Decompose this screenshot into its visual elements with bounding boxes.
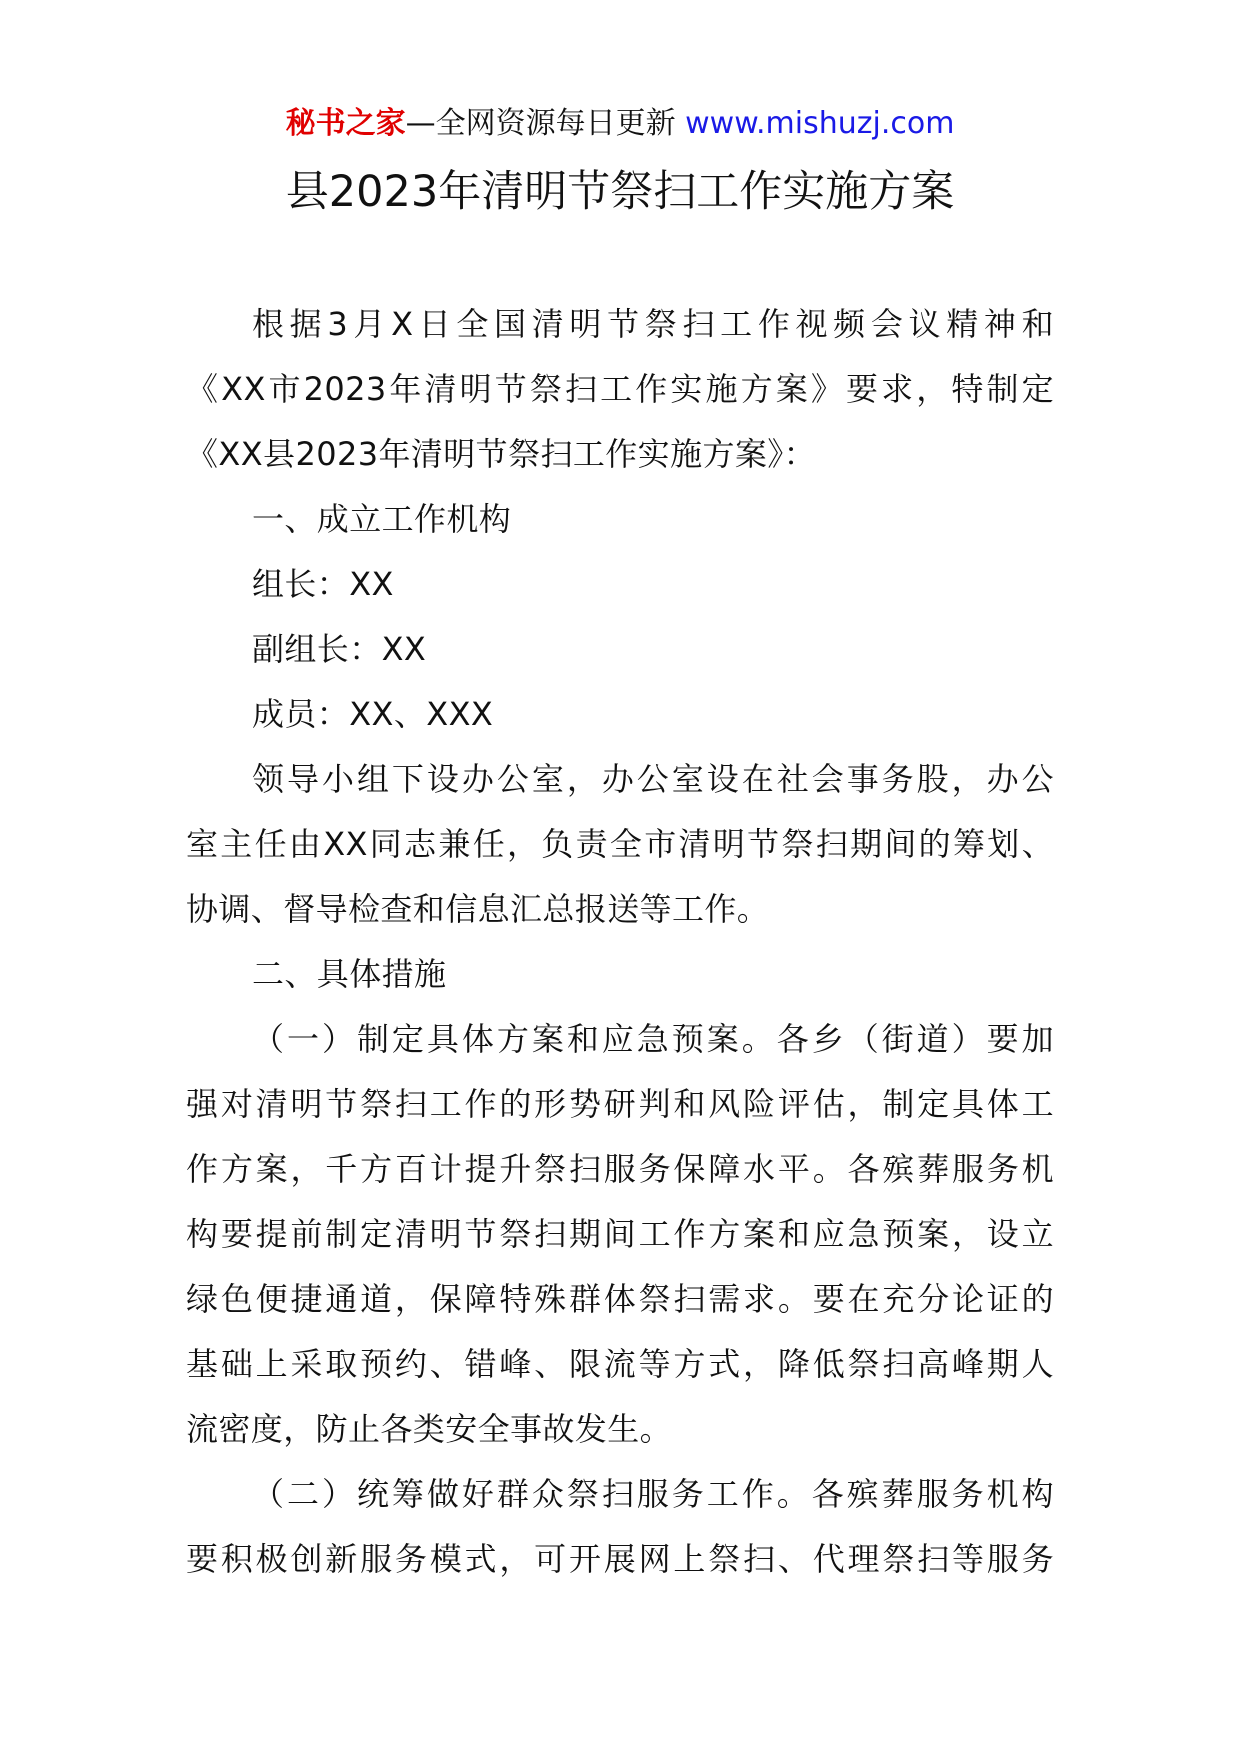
paragraph-line: 成员：XX、XXX — [252, 695, 494, 733]
site-tagline: —全网资源每日更新 — [405, 106, 676, 141]
paragraph-line: 作方案，千方百计提升祭扫服务保障水平。各殡葬服务机 — [186, 1150, 1054, 1188]
paragraph-line: 室主任由XX同志兼任，负责全市清明节祭扫期间的筹划、 — [186, 825, 1054, 863]
paragraph-line: 基础上采取预约、错峰、限流等方式，降低祭扫高峰期人 — [186, 1345, 1054, 1383]
paragraph-line: 领导小组下设办公室，办公室设在社会事务股，办公 — [252, 760, 1054, 798]
site-brand: 秘书之家 — [285, 106, 406, 141]
paragraph-line: 要积极创新服务模式，可开展网上祭扫、代理祭扫等服务 — [186, 1540, 1054, 1578]
paragraph-line: 根据3月X日全国清明节祭扫工作视频会议精神和 — [252, 305, 1054, 343]
document-title: 县2023年清明节祭扫工作实施方案 — [285, 167, 955, 217]
paragraph-line: （一）制定具体方案和应急预案。各乡（街道）要加 — [252, 1020, 1054, 1058]
paragraph-line: 流密度，防止各类安全事故发生。 — [186, 1410, 673, 1448]
paragraph-line: 副组长：XX — [252, 630, 427, 668]
section-heading: 二、具体措施 — [252, 955, 447, 993]
paragraph-line: 构要提前制定清明节祭扫期间工作方案和应急预案，设立 — [186, 1215, 1054, 1253]
paragraph-line: （二）统筹做好群众祭扫服务工作。各殡葬服务机构 — [252, 1475, 1054, 1513]
section-heading: 一、成立工作机构 — [252, 500, 512, 538]
paragraph-line: 协调、督导检查和信息汇总报送等工作。 — [186, 890, 770, 928]
paragraph-line: 绿色便捷通道，保障特殊群体祭扫需求。要在充分论证的 — [186, 1280, 1054, 1318]
paragraph-line: 《XX县2023年清明节祭扫工作实施方案》： — [186, 435, 817, 473]
paragraph-line: 《XX市2023年清明节祭扫工作实施方案》要求，特制定 — [186, 370, 1054, 408]
paragraph-line: 组长：XX — [252, 565, 394, 603]
site-header — [0, 102, 1240, 146]
paragraph-line: 强对清明节祭扫工作的形势研判和风险评估，制定具体工 — [186, 1085, 1054, 1123]
site-url-link[interactable]: www.mishuzj.com — [685, 106, 955, 141]
document-body — [186, 292, 1054, 1592]
